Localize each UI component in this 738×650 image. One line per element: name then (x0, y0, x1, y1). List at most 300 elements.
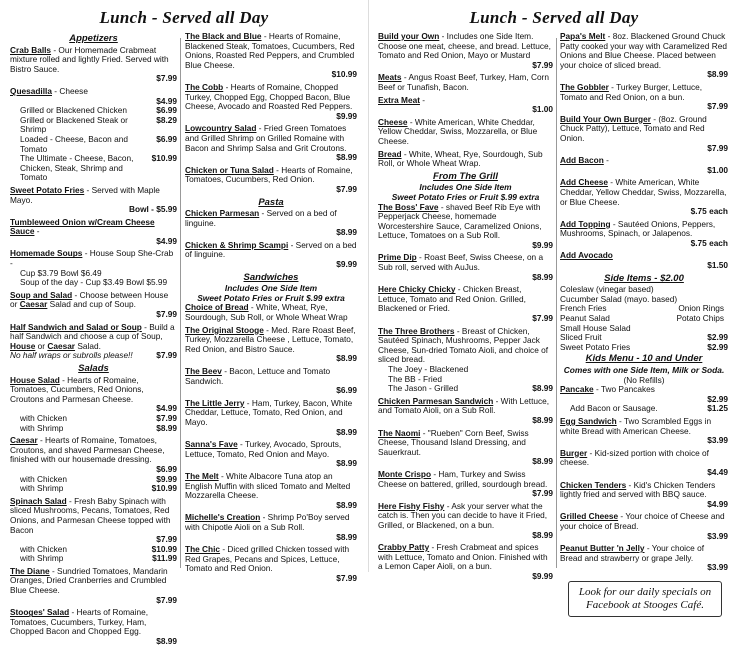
item-text (10, 497, 177, 535)
side-item-price: $2.99 (707, 332, 728, 343)
item-name: The Cobb (185, 81, 224, 92)
item-text (185, 124, 357, 153)
item-name: Chicken or Tuna Salad (185, 164, 274, 175)
item-name: The Original Stooge (185, 324, 264, 335)
item-price-row (378, 572, 553, 582)
item-price-row (185, 185, 357, 195)
item-price: $9.99 (532, 239, 553, 250)
item-description: - White American, White Cheddar, Yellow Cheddar, Swiss, Mozzarella, or Blue Cheese. (560, 177, 727, 207)
item-text (185, 440, 357, 459)
item-price: $7.99 (156, 309, 177, 320)
menu-item (185, 440, 357, 469)
item-name: The Three Brothers (378, 325, 455, 336)
item-price-row (185, 533, 357, 543)
item-option: Add Bacon or Sausage. (570, 403, 658, 414)
item-name: Add Cheese (560, 177, 608, 188)
menu-item (378, 96, 553, 115)
item-name: Add Bacon (560, 155, 604, 166)
item-description: - Hearts of Romaine, Chopped Turkey, Chopped Egg, Chopped Bacon, Blue Cheese, Avocado and Roasted Red Peppers. (185, 81, 353, 112)
item-price-row (10, 237, 177, 247)
item-text (185, 399, 357, 428)
item-description: - Turkey, Avocado, Sprouts, Lettuce, Tomato, Red Onion and Mayo. (185, 439, 342, 459)
item-price-row (560, 207, 728, 217)
item-name: Chicken Tenders (560, 479, 627, 490)
item-option: The Joey - Blackened (388, 364, 469, 374)
item-option-row (10, 554, 177, 564)
item-price-row (378, 241, 553, 251)
item-name: The Black and Blue (185, 31, 262, 41)
item-description: - (603, 155, 609, 166)
item-text (185, 326, 357, 355)
item-option: Grilled or Blackened Steak or Shrimp (20, 114, 128, 135)
item-name: Choice of Bread (185, 302, 249, 313)
menu-item (185, 303, 357, 322)
item-description: - (8oz. Ground Chuck Patty), Lettuce, Tomato and Red Onion. (560, 113, 707, 143)
item-name: Half Sandwich and Salad or Soup (10, 321, 142, 332)
menu-item (185, 545, 357, 583)
salads-pasta-sandwiches-column (185, 32, 357, 586)
item-text (378, 502, 553, 531)
item-price: $.75 each (690, 206, 728, 217)
item-price-row (185, 260, 357, 270)
facebook-promo-box: Look for our daily specials on Facebook at Stooges Café. (568, 581, 722, 617)
item-name: The Diane (10, 565, 50, 576)
item-price-row (560, 563, 728, 573)
menu-item (185, 472, 357, 510)
item-price-row (378, 531, 553, 541)
item-price: $7.99 (532, 488, 553, 499)
item-price: $6.99 (336, 385, 357, 396)
item-description: - "Rueben" Corn Beef, Swiss Cheese, Thousand Island Dressing, and Sauerkraut. (378, 427, 529, 457)
item-description: - Shrimp Po'Boy served with Chipotle Aioli on a Sub Roll. (185, 512, 350, 532)
menu-item (560, 544, 728, 573)
item-price-row (185, 112, 357, 122)
item-option-row (10, 135, 177, 154)
item-text (10, 608, 177, 637)
item-price: $3.99 (707, 435, 728, 446)
item-option: with Chicken (20, 473, 68, 484)
item-text (378, 73, 553, 92)
menu-item (185, 241, 357, 270)
item-description: - Choose between House or (10, 289, 169, 310)
side-item: Small House Salad (560, 322, 631, 333)
item-price: $8.99 (532, 456, 553, 467)
item-price-row (185, 574, 357, 584)
item-description: Salad and cup of Soup. (47, 299, 136, 310)
item-name: Add Topping (560, 218, 611, 229)
salads-heading: Salads (78, 363, 109, 374)
item-price: $4.99 (156, 95, 177, 106)
item-price-row (10, 205, 177, 215)
sandwiches-extra-note: Sweet Potato Fries or Fruit $.99 extra (197, 292, 345, 303)
item-name: House Salad (10, 374, 60, 385)
item-option-price: $10.99 (151, 543, 177, 554)
menu-item (185, 166, 357, 195)
item-price: $8.99 (156, 636, 177, 647)
item-description: - Cheese (51, 85, 88, 96)
item-text (10, 323, 177, 352)
item-price: $1.00 (707, 164, 728, 175)
item-option: with Chicken (20, 543, 68, 554)
left-page (0, 0, 368, 647)
item-text (378, 203, 553, 241)
item-price-row (560, 261, 728, 271)
page-fold (368, 0, 369, 572)
menu-item (185, 83, 357, 121)
item-name: Chicken Parmesan (185, 208, 260, 219)
item-price-row (10, 74, 177, 84)
item-price: $8.99 (336, 152, 357, 163)
item-name: Tumbleweed Onion w/Cream Cheese Sauce (10, 216, 155, 237)
item-price-row (10, 310, 177, 320)
item-name: Crab Balls (10, 44, 52, 55)
item-name: Crabby Patty (378, 542, 430, 553)
item-name: Papa's Melt (560, 31, 606, 41)
item-price-row (185, 386, 357, 396)
item-price-row (378, 273, 553, 283)
item-name: Chicken & Shrimp Scampi (185, 239, 289, 250)
item-price-row (378, 314, 553, 324)
item-description: - Kid-sized portion with choice of cheese. (560, 447, 709, 468)
item-description: - Hearts of Romaine, Tomatoes, Cucumbers, Red Onion. (185, 164, 353, 185)
item-name: Burger (560, 447, 588, 458)
menu-item (185, 326, 357, 364)
item-text (378, 327, 553, 365)
menu-item (378, 253, 553, 282)
item-price: $7.99 (156, 534, 177, 545)
item-price-row (185, 459, 357, 469)
item-description: - White, Wheat, Rye, Sourdough, Sub Roll, or Whole Wheat Wrap (185, 302, 348, 323)
item-name: Quesadilla (10, 85, 52, 96)
item-text (378, 150, 553, 169)
item-price: $9.99 (336, 110, 357, 121)
grill-heading: From The Grill (433, 170, 498, 182)
item-price: $1.00 (532, 104, 553, 115)
item-option: with Chicken (20, 412, 68, 423)
side-item: Sliced Fruit (560, 332, 602, 343)
item-text (10, 46, 177, 75)
right-page (370, 0, 738, 611)
menu-item (560, 32, 728, 80)
item-option-price: $8.99 (156, 422, 177, 433)
item-name: Egg Sandwich (560, 415, 617, 426)
item-name: Extra Meat (378, 94, 420, 105)
item-price: $7.99 (156, 350, 177, 361)
menu-item (560, 385, 728, 414)
item-description: - Two Scrambled Eggs in white Bread with American Cheese. (560, 415, 712, 436)
item-option-row (10, 484, 177, 494)
item-description: - Hearts of Romaine, Blackened Steak, Tomatoes, Cucumbers, Red Onions, Roasted Red Peppers, and Crumbled Blue Cheese. (185, 31, 355, 70)
menu-item (185, 367, 357, 396)
item-text (378, 429, 553, 458)
item-name: Cheese (378, 116, 408, 127)
item-price: $7.99 (336, 572, 357, 583)
item-description: - Med. Rare Roast Beef, Turkey, Mozzarella Cheese , Lettuce, Tomato, Red Onion, and Bistro Sauce. (185, 324, 356, 354)
item-price: $8.99 (336, 227, 357, 238)
menu-item (378, 543, 553, 581)
item-description: - Build a half Sandwich and choose a cup of Soup, (10, 321, 175, 342)
item-description: - White Albacore Tuna atop an English Muffin with sliced Tomato and Melted Mozzarella Cheese. (185, 470, 351, 501)
item-text (378, 253, 553, 272)
item-text (560, 220, 728, 239)
item-price: $.75 each (690, 237, 728, 248)
item-name: House (10, 340, 36, 351)
item-text (560, 481, 728, 500)
menu-item (378, 502, 553, 540)
menu-item (10, 323, 177, 361)
side-item: Cucumber Salad (mayo. based) (560, 293, 678, 304)
item-name: Chicken Parmesan Sandwich (378, 395, 494, 406)
item-text (185, 513, 357, 532)
item-description: - Sautéed Onions, Peppers, Mushrooms, Spinach, or Jalapenos. (560, 218, 716, 239)
side-item: Sweet Potato Fries (560, 341, 631, 352)
item-description: - Served on a bed of linguine. (185, 239, 357, 260)
menu-item (10, 291, 177, 320)
item-text (560, 83, 728, 102)
item-description: - Bacon, Lettuce and Tomato Sandwich. (185, 366, 331, 386)
item-price-row (378, 489, 553, 499)
item-name: Here Chicky Chicky (378, 284, 456, 295)
item-price: $8.99 (336, 499, 357, 510)
menu-item (560, 83, 728, 112)
item-option-price: $7.99 (156, 412, 177, 423)
item-description: - Turkey Burger, Lettuce, Tomato and Red Onion, on a bun. (560, 81, 703, 102)
side-item-row (560, 343, 728, 353)
item-price: $8.99 (336, 458, 357, 469)
item-text (185, 545, 357, 574)
item-description: - shaved Beef Rib Eye with Pepperjack Cheese, homemade Worcestershire Sauce, Caramelized Onions, Lettuce, Tomatoes on a Sub Roll. (378, 201, 542, 241)
item-text (10, 87, 177, 97)
item-text (560, 115, 728, 144)
menu-item (560, 449, 728, 478)
item-name: Sanna's Fave (185, 439, 238, 450)
item-option-price: $6.99 (156, 105, 177, 116)
item-description: - White American, White Cheddar, Yellow Cheddar, Swiss, Mozzarella, or Blue Cheese. (378, 116, 538, 146)
item-text (378, 96, 553, 106)
item-note: No half wraps or subrolls please!! (10, 350, 133, 361)
item-option: Grilled or Blackened Chicken (20, 105, 127, 116)
item-description: or (35, 340, 48, 351)
item-description: - Our Homemade Crabmeat mixture rolled and lightly Fried. Served with Bistro Sauce. (10, 44, 169, 74)
item-description: - 8oz. Blackened Ground Chuck Patty cooked your way with Caramelized Red Onions and Blue Cheese. Placed between your choice of sliced bread. (560, 31, 727, 70)
item-text (10, 436, 177, 465)
item-option: Cup $3.79 Bowl $6.49 (20, 267, 102, 278)
item-price: $3.99 (707, 530, 728, 541)
item-description: - (34, 226, 40, 237)
item-text (560, 449, 728, 468)
item-option-row (10, 278, 177, 288)
item-description: - Sundried Tomatoes, Mandarin Oranges, Dried Cranberries and Crumbled Blue Cheese. (10, 565, 168, 596)
item-option-price: $10.99 (151, 483, 177, 494)
item-name: Homemade Soups (10, 248, 83, 259)
item-name: Lowcountry Salad (185, 123, 257, 134)
item-price-row (10, 596, 177, 606)
kids-menu-note: (No Refills) (623, 374, 665, 385)
item-text (378, 32, 553, 61)
item-description: - Diced grilled Chicken tossed with Red Grapes, Pecans and Spices, Lettuce, Tomato and Red Onion. (185, 544, 350, 574)
right-column-divider (556, 38, 557, 568)
item-description: - Hearts of Romaine, Tomatoes, Cucumbers, Red Onions, Croutons and Parmesan Cheese. (10, 374, 144, 404)
menu-item (185, 124, 357, 162)
item-price-row (560, 468, 728, 478)
item-price: $9.99 (336, 259, 357, 270)
item-price: $8.99 (532, 529, 553, 540)
menu-item (378, 203, 553, 251)
item-price-row (378, 61, 553, 71)
menu-item (185, 209, 357, 238)
item-name: The Boss' Fave (378, 201, 439, 212)
item-option: with Shrimp (20, 483, 64, 494)
item-name: Prime Dip (378, 252, 417, 263)
item-text (10, 218, 177, 237)
item-price-row (560, 144, 728, 154)
item-description: - Ham, Turkey and Swiss Cheese on battered, grilled, sourdough bread. (378, 468, 548, 489)
kids-menu-subheading: Comes with one Side Item, Milk or Soda. (563, 365, 725, 375)
item-option: The Ultimate - Cheese, Bacon, Chicken, Steak, Shrimp and Tomato (20, 153, 134, 183)
item-option-price: $8.29 (156, 114, 177, 125)
item-option-price: $8.99 (532, 383, 553, 394)
item-price: Bowl - $5.99 (129, 204, 177, 215)
item-description: - Chicken Breast, Lettuce, Tomato and Red Onion. Grilled, Blackened or Fried. (378, 284, 526, 314)
menu-item (10, 608, 177, 646)
item-price: $7.99 (532, 313, 553, 324)
sandwiches-subheading: Includes One Side Item (224, 283, 318, 294)
item-description: Salad. (75, 340, 101, 351)
item-price-row (560, 70, 728, 80)
side-item: Peanut Salad (560, 313, 610, 324)
item-description: - Kid's Chicken Tenders lightly fried and served with BBQ sauce. (560, 479, 716, 500)
item-name: Bread (378, 148, 402, 159)
item-price: $7.99 (336, 183, 357, 194)
menu-item (560, 178, 728, 216)
item-option-row (10, 424, 177, 434)
item-price-row (560, 166, 728, 176)
item-name: Add Avocado (560, 250, 613, 261)
item-price: $4.99 (707, 498, 728, 509)
item-description: - Includes one Side Item. Choose one meat, cheese, and bread. Lettuce, Tomato and Red Onion, Mayo or Mustard (378, 31, 551, 61)
item-text (185, 166, 357, 185)
item-description: - Breast of Chicken, Sautéed Spinach, Mushrooms, Pepper Jack Cheese, Sun-dried Tomato Aioli, and choice of sliced bread. (378, 325, 549, 365)
burgers-sides-kids-column (560, 32, 728, 617)
item-price-row (185, 228, 357, 238)
item-text (10, 567, 177, 596)
item-description: - (419, 94, 426, 105)
item-price: $8.99 (336, 426, 357, 437)
item-price-row (378, 416, 553, 426)
item-option-price: $11.99 (152, 553, 177, 564)
item-price: $4.49 (707, 466, 728, 477)
menu-item (10, 249, 177, 287)
item-description: - Ham, Turkey, Bacon, White Cheddar, Lettuce, Tomato, Red Onion, and Mayo. (185, 397, 353, 427)
item-name: Caesar (19, 299, 48, 310)
item-option-row (378, 384, 553, 394)
item-text (10, 186, 177, 205)
menu-item (10, 186, 177, 215)
item-name: Meats (378, 72, 402, 83)
side-item: French Fries (560, 303, 607, 314)
grill-subheading: Includes One Side Item (419, 182, 512, 193)
item-text (10, 291, 177, 310)
item-name: Soup and Salad (10, 289, 73, 300)
menu-item (378, 285, 553, 323)
item-note-row (10, 351, 177, 361)
grill-extra-note: Sweet Potato Fries or Fruit $.99 extra (391, 191, 540, 202)
item-price-row (560, 102, 728, 112)
item-price: $8.99 (532, 414, 553, 425)
item-price: $7.99 (707, 142, 728, 153)
item-name: The Little Jerry (185, 397, 245, 408)
menu-item (10, 218, 177, 247)
item-price: $6.99 (156, 463, 177, 474)
item-price-row (10, 637, 177, 647)
item-name: Sweet Potato Fries (10, 184, 85, 195)
pasta-heading: Pasta (258, 196, 284, 208)
menu-item (378, 429, 553, 467)
appetizers-salads-column (10, 32, 177, 650)
item-description: - Angus Roast Beef, Turkey, Ham, Corn Beef or Tunafish, Bacon. (378, 72, 549, 92)
item-option: Loaded - Cheese, Bacon and Tomato (20, 133, 128, 154)
item-name: Build Your Own Burger (560, 113, 651, 124)
item-description: - Fresh Crabmeat and spices with Lettuce, Tomato and Onion. Finished with a Lemon Caper Aioli, on a bun. (378, 542, 548, 572)
item-price-row (560, 500, 728, 510)
item-text (560, 32, 728, 70)
item-price-row (560, 532, 728, 542)
menu-item (560, 512, 728, 541)
item-option: The BB - Fried (388, 373, 442, 384)
side-item: Potato Chips (676, 313, 724, 324)
side-item: Onion Rings (678, 303, 724, 314)
item-price: $4.99 (156, 403, 177, 414)
item-description: - Roast Beef, Swiss Cheese, on a Sub roll, served with AuJus. (378, 252, 544, 273)
item-text (10, 249, 177, 268)
menu-item (560, 156, 728, 175)
item-price: $8.99 (336, 531, 357, 542)
item-text (560, 544, 728, 563)
item-price-row (185, 70, 357, 80)
item-name: The Naomi (378, 427, 421, 438)
item-description: - Fresh Baby Spinach with sliced Mushrooms, Pecans, Tomatoes, Red Onions, and Parmesan Cheese topped with Bacon (10, 495, 171, 535)
item-description: - Hearts of Romaine, Tomatoes, Croutons, and shaved Parmesan Cheese, finished with our housemade dressing. (10, 435, 165, 465)
item-option-price: $9.99 (156, 473, 177, 484)
item-text (560, 251, 728, 261)
item-text (10, 376, 177, 405)
item-description: - With Lettuce, and Tomato Aioli, on a Sub Roll. (378, 395, 550, 416)
item-price: $10.99 (331, 69, 357, 80)
item-name: Here Fishy Fishy (378, 500, 445, 511)
item-text (378, 118, 553, 147)
item-price: $9.99 (532, 570, 553, 581)
item-name: Stooges' Salad (10, 607, 70, 618)
menu-item (378, 32, 553, 70)
item-text (560, 512, 728, 531)
item-text (378, 543, 553, 572)
item-price-row (560, 436, 728, 446)
item-text (185, 209, 357, 228)
item-text (560, 417, 728, 436)
item-text (185, 472, 357, 501)
item-name: Monte Crispo (378, 468, 432, 479)
side-item-price: $2.99 (707, 341, 728, 352)
item-text (185, 303, 357, 322)
item-name: Grilled Cheese (560, 511, 619, 522)
item-text (560, 178, 728, 207)
item-description: - White, Wheat, Rye, Sourdough, Sub Roll, or Whole Wheat Wrap. (378, 148, 543, 169)
item-description: - Two Pancakes (593, 384, 655, 395)
item-description: - Served with Maple Mayo. (10, 184, 160, 205)
item-option-price: $10.99 (151, 153, 177, 164)
menu-item (560, 417, 728, 446)
item-description: - Your choice of Bread and strawberry or grape Jelly. (560, 543, 705, 563)
